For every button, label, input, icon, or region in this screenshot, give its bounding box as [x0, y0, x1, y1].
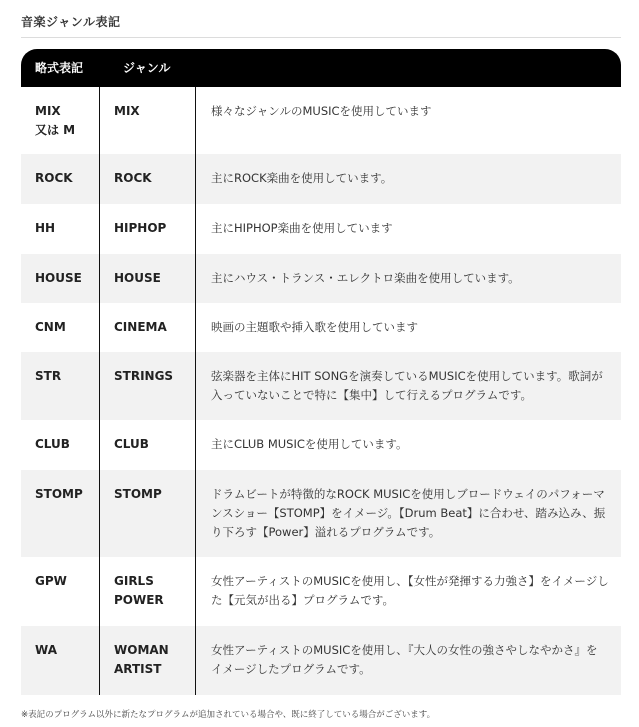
column-divider-1	[99, 87, 100, 695]
abbr-cell: CLUB	[35, 437, 70, 451]
table-row	[21, 470, 621, 557]
table-row	[21, 254, 621, 303]
description-cell: 主にCLUB MUSICを使用しています。	[211, 437, 408, 451]
description-cell: 女性アーティストのMUSICを使用し、『大人の女性の強さやしなやかさ』をイメージしたプログラムです。	[211, 643, 598, 676]
column-divider-2	[195, 87, 196, 695]
description-cell: ドラムビートが特徴的なROCK MUSICを使用しブロードウェイのパフォーマンスショー【STOMP】をイメージ。【Drum Beat】に合わせ、踏み込み、振り下ろす【Power】溢れるプログラムです。	[211, 487, 606, 539]
genre-table	[21, 49, 621, 695]
abbr-cell: WA	[35, 643, 57, 657]
genre-cell: CINEMA	[114, 320, 167, 334]
description-cell: 主にHIPHOP楽曲を使用しています	[211, 221, 393, 235]
table-row	[21, 557, 621, 626]
table-row	[21, 420, 621, 470]
header-genre: ジャンル	[123, 61, 171, 75]
abbr-cell: MIX 又は M	[35, 104, 76, 137]
abbr-cell: STOMP	[35, 487, 83, 501]
abbr-cell: STR	[35, 369, 62, 383]
abbr-cell: ROCK	[35, 171, 73, 185]
genre-cell: HOUSE	[114, 271, 161, 285]
description-cell: 主にハウス・トランス・エレクトロ楽曲を使用しています。	[211, 271, 520, 285]
genre-cell: GIRLS POWER	[114, 574, 164, 607]
table-row	[21, 154, 621, 204]
genre-cell: MIX	[114, 104, 140, 118]
abbr-cell: CNM	[35, 320, 66, 334]
genre-cell: STRINGS	[114, 369, 174, 383]
abbr-cell: HH	[35, 221, 56, 235]
description-cell: 弦楽器を主体にHIT SONGを演奏しているMUSICを使用しています。歌詞が入っていないことで特に【集中】して行えるプログラムです。	[211, 369, 603, 402]
table-header	[21, 49, 621, 87]
genre-cell: STOMP	[114, 487, 162, 501]
genre-cell: ROCK	[114, 171, 152, 185]
genre-cell: HIPHOP	[114, 221, 167, 235]
header-abbr: 略式表記	[35, 61, 84, 75]
description-cell: 様々なジャンルのMUSICを使用しています	[211, 104, 432, 118]
table-row	[21, 87, 621, 154]
table-row	[21, 303, 621, 352]
table-row	[21, 352, 621, 420]
title-divider	[21, 37, 621, 38]
description-cell: 女性アーティストのMUSICを使用し、【女性が発揮する力強さ】をイメージした【元気が出る】プログラムです。	[211, 574, 609, 607]
footnote: ※表記のプログラム以外に新たなプログラムが追加されている場合や、既に終了している場合がございます。	[21, 710, 436, 720]
genre-cell: WOMAN ARTIST	[114, 643, 169, 676]
table-row	[21, 626, 621, 695]
description-cell: 映画の主題歌や挿入歌を使用しています	[211, 320, 418, 334]
abbr-cell: HOUSE	[35, 271, 82, 285]
description-cell: 主にROCK楽曲を使用しています。	[211, 171, 393, 185]
abbr-cell: GPW	[35, 574, 67, 588]
table-body	[21, 87, 621, 695]
table-row	[21, 204, 621, 254]
section-title: 音楽ジャンル表記	[21, 15, 121, 29]
genre-cell: CLUB	[114, 437, 149, 451]
